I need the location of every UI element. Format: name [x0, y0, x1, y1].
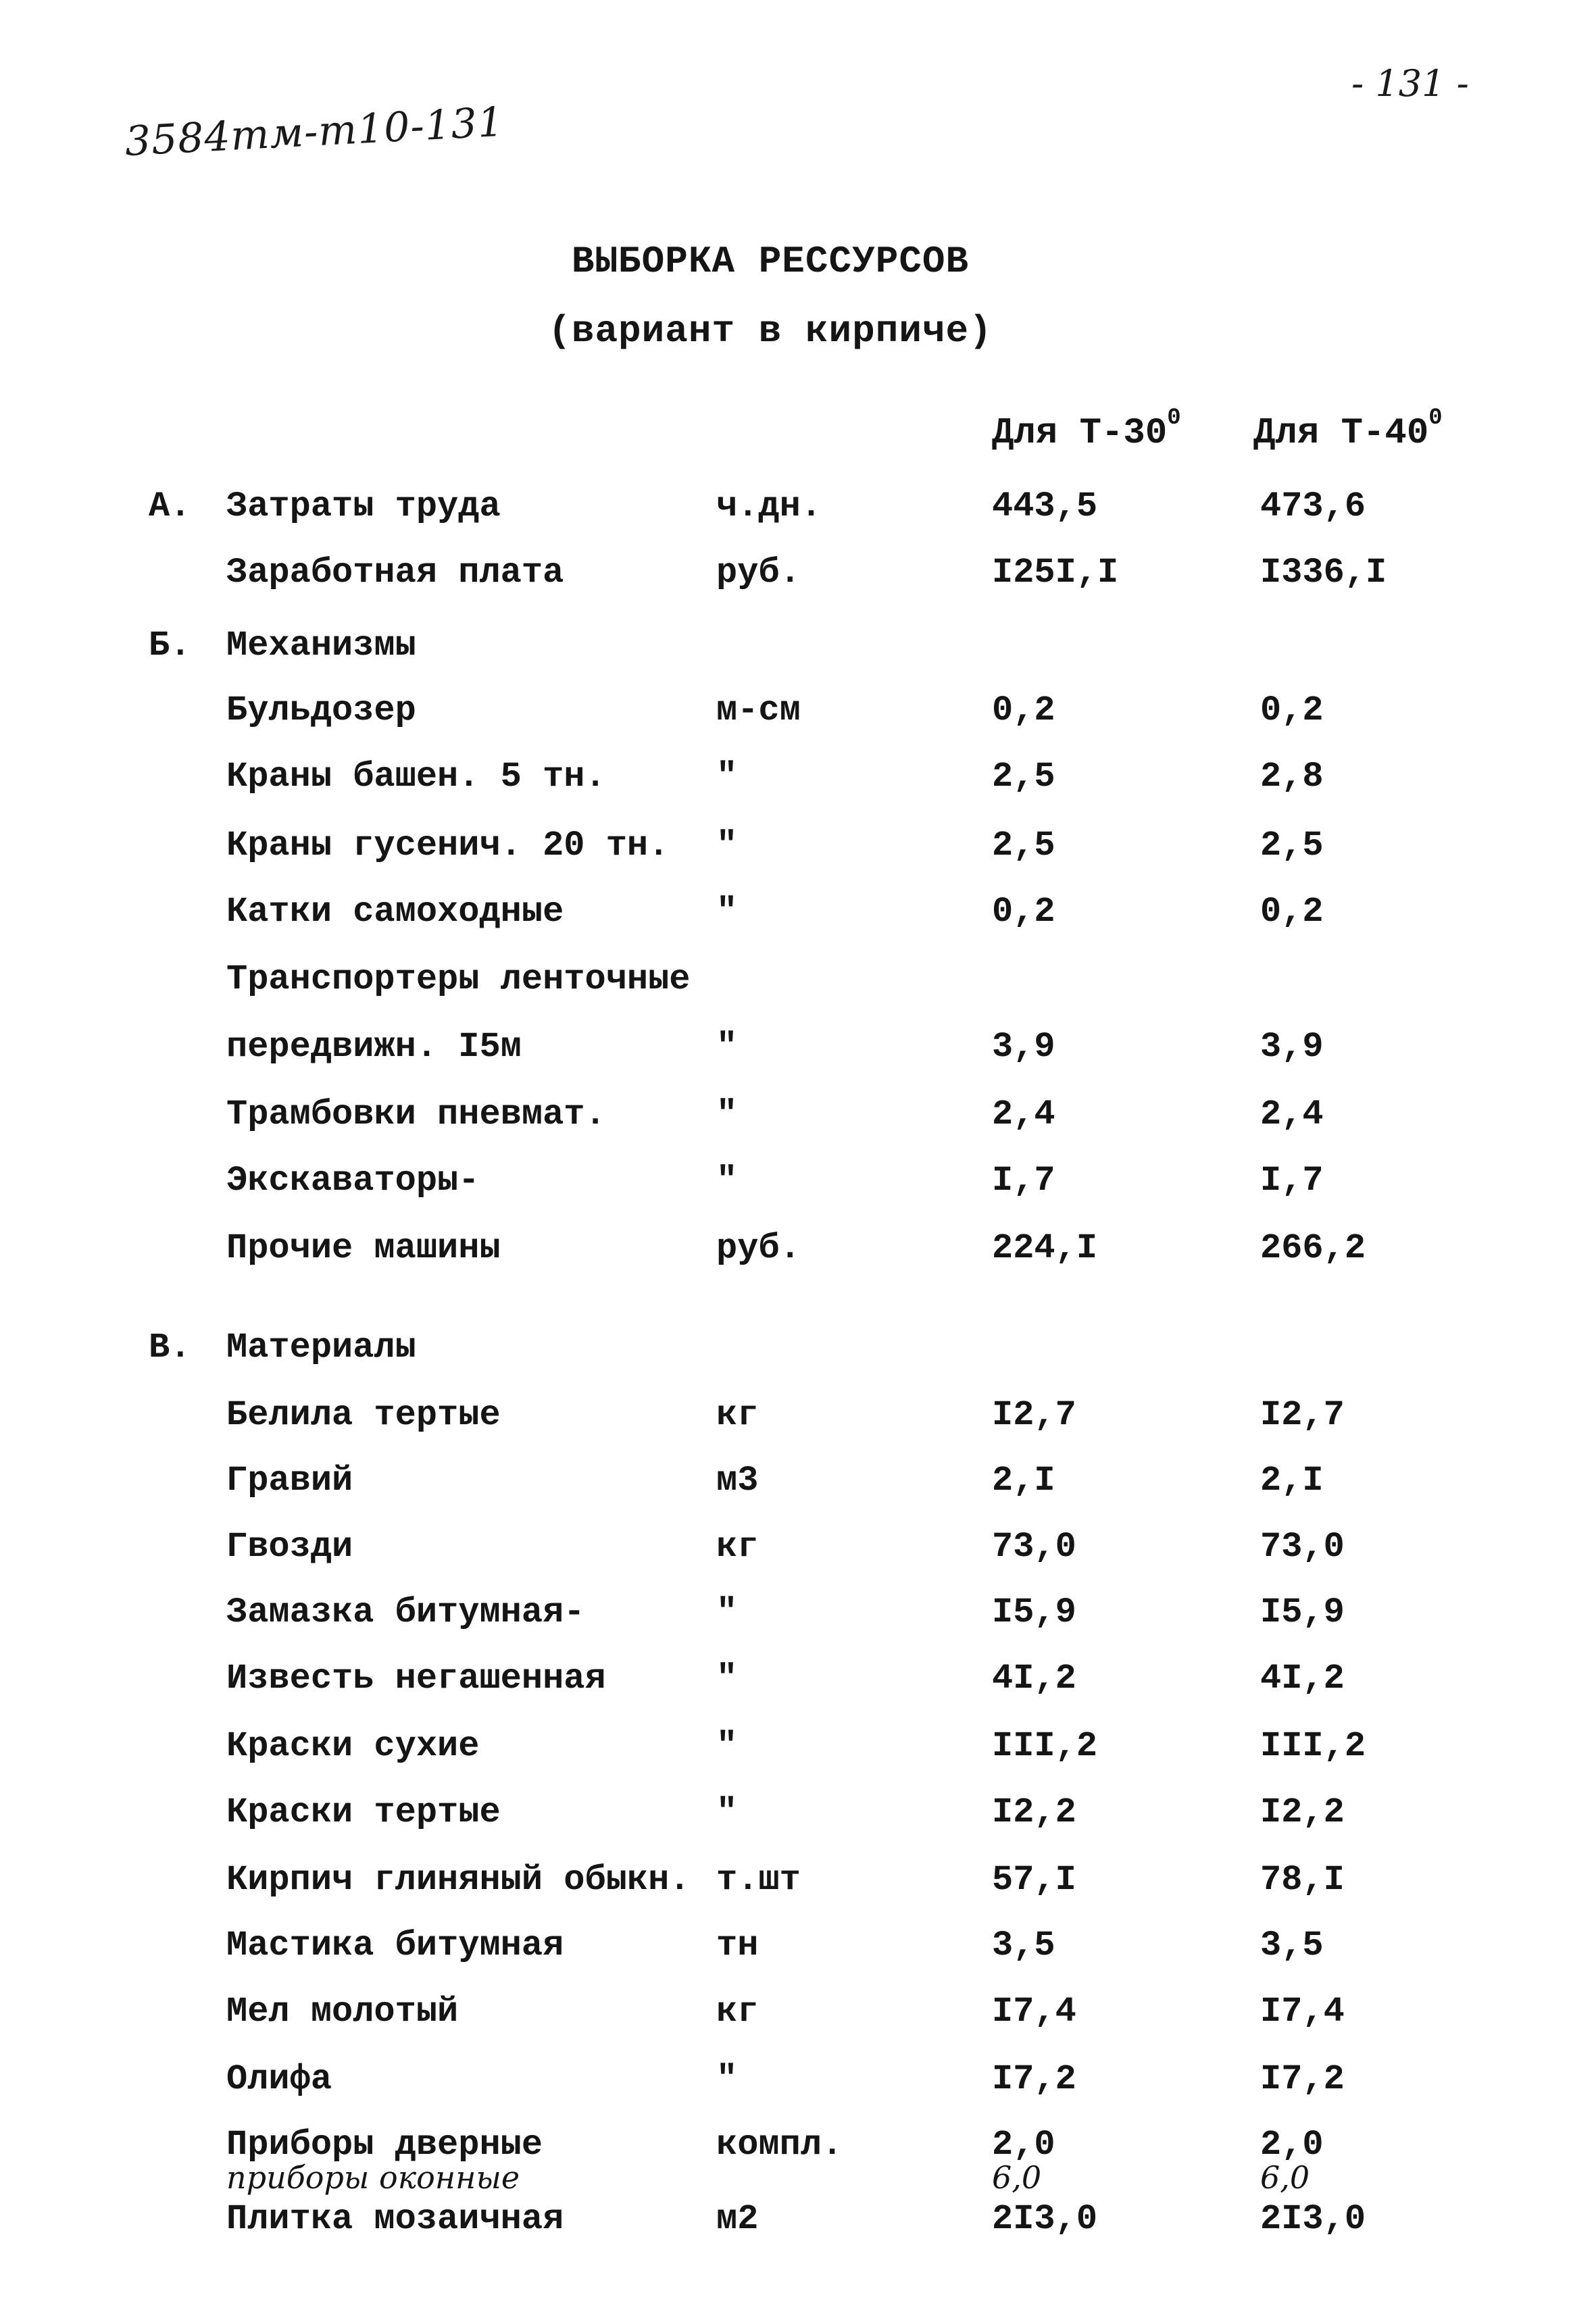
unit-cell: кг [716, 1527, 759, 1567]
table-row [0, 1088, 1596, 1142]
value-t40: I7,2 [1260, 2059, 1345, 2099]
section-label: Б. [149, 626, 191, 665]
value-t30: I7,4 [992, 1992, 1076, 2032]
table-row [0, 1454, 1596, 1508]
value-t30: 57,I [992, 1860, 1076, 1900]
resource-name: Экскаваторы- [226, 1161, 480, 1201]
value-t40: 2,0 [1260, 2125, 1324, 2165]
document-subtitle: (вариант в кирпиче) [548, 309, 993, 353]
column-header-t30-degree: 0 [1167, 405, 1181, 431]
resource-name: Краны гусенич. 20 тн. [226, 826, 670, 865]
value-t30: 6,0 [992, 2159, 1042, 2196]
unit-cell: " [716, 826, 738, 865]
table-row [0, 1719, 1596, 1774]
table-row [0, 2192, 1596, 2246]
table-row [0, 1919, 1596, 1973]
unit-cell: " [716, 1095, 738, 1134]
unit-cell: тн [716, 1926, 759, 1965]
value-t40: I5,9 [1260, 1592, 1345, 1632]
table-row [0, 819, 1596, 873]
table-row [0, 2161, 1596, 2194]
value-t30: 0,2 [992, 892, 1055, 932]
value-t30: I,7 [992, 1161, 1055, 1201]
value-t30: 443,5 [992, 486, 1098, 526]
table-row [0, 1586, 1596, 1640]
value-t40: 0,2 [1260, 892, 1324, 932]
resource-name: Краски сухие [226, 1726, 480, 1766]
value-t30: I5,9 [992, 1592, 1076, 1632]
value-t30: 2,5 [992, 757, 1055, 797]
value-t30: 3,9 [992, 1027, 1055, 1067]
table-row [0, 480, 1596, 534]
value-t30: I2,2 [992, 1792, 1076, 1832]
table-row [0, 619, 1596, 673]
value-t40: 2,5 [1260, 826, 1324, 865]
table-row [0, 1985, 1596, 2039]
unit-cell: ч.дн. [716, 486, 822, 526]
unit-cell: " [716, 1792, 738, 1832]
resource-name: Механизмы [226, 626, 416, 665]
document-code: 3584тм-т10-131 [124, 98, 505, 166]
unit-cell: " [716, 1592, 738, 1632]
value-t30: 2,0 [992, 2125, 1055, 2165]
value-t30: I2,7 [992, 1395, 1076, 1435]
value-t40: 3,5 [1260, 1926, 1324, 1965]
value-t40: I2,2 [1260, 1792, 1345, 1832]
table-row [0, 2053, 1596, 2107]
resource-name: приборы оконные [226, 2159, 520, 2196]
table-row [0, 1222, 1596, 1276]
table-row [0, 1388, 1596, 1442]
value-t40: I7,4 [1260, 1992, 1345, 2032]
unit-cell: м3 [716, 1461, 759, 1501]
value-t40: 2,I [1260, 1461, 1324, 1501]
value-t40: 473,6 [1260, 486, 1366, 526]
resource-name: Бульдозер [226, 690, 416, 730]
value-t40: 3,9 [1260, 1027, 1324, 1067]
table-row [0, 885, 1596, 939]
unit-cell: " [716, 1027, 738, 1067]
table-row [0, 1853, 1596, 1907]
resource-name: Известь негашенная [226, 1659, 606, 1699]
unit-cell: компл. [716, 2125, 843, 2165]
table-row [0, 1020, 1596, 1074]
unit-cell: " [716, 1161, 738, 1201]
column-header-t40 [1253, 405, 1443, 454]
resource-name: Кирпич глиняный обыкн. [226, 1860, 691, 1900]
table-row [0, 953, 1596, 1007]
value-t40: I336,I [1260, 553, 1387, 593]
value-t40: 2I3,0 [1260, 2199, 1366, 2239]
value-t30: 2,5 [992, 826, 1055, 865]
resource-name: Затраты труда [226, 486, 501, 526]
unit-cell: " [716, 1726, 738, 1766]
page-number: - 131 - [1351, 62, 1469, 105]
value-t40: 2,4 [1260, 1095, 1324, 1134]
table-row [0, 1520, 1596, 1574]
section-label: А. [149, 486, 191, 526]
table-row [0, 750, 1596, 804]
unit-cell: м-см [716, 690, 801, 730]
value-t30: 0,2 [992, 690, 1055, 730]
value-t40: 6,0 [1260, 2159, 1310, 2196]
value-t30: 224,I [992, 1228, 1098, 1268]
unit-cell: м2 [716, 2199, 759, 2239]
column-header-t30-label: Для Т-30 [992, 413, 1168, 454]
column-header-t40-label: Для Т-40 [1253, 413, 1429, 454]
unit-cell: кг [716, 1395, 759, 1435]
column-header-t40-degree: 0 [1428, 405, 1443, 431]
resource-name: Прочие машины [226, 1228, 501, 1268]
value-t30: 73,0 [992, 1527, 1076, 1567]
table-row [0, 684, 1596, 738]
value-t30: 2I3,0 [992, 2199, 1098, 2239]
resource-name: Мел молотый [226, 1992, 459, 2032]
value-t30: 2,I [992, 1461, 1055, 1501]
resource-name: Приборы дверные [226, 2125, 543, 2165]
resource-name: Краски тертые [226, 1792, 501, 1832]
unit-cell: " [716, 892, 738, 932]
value-t30: 2,4 [992, 1095, 1055, 1134]
table-row [0, 1786, 1596, 1840]
unit-cell: руб. [716, 1228, 801, 1268]
resource-name: Трамбовки пневмат. [226, 1095, 606, 1134]
value-t40: 0,2 [1260, 690, 1324, 730]
value-t30: III,2 [992, 1726, 1098, 1766]
value-t40: 266,2 [1260, 1228, 1366, 1268]
resource-name: передвижн. I5м [226, 1027, 522, 1067]
resource-name: Транспортеры ленточные [226, 959, 691, 999]
section-label: В. [149, 1328, 191, 1367]
resource-name: Олифа [226, 2059, 332, 2099]
value-t40: I,7 [1260, 1161, 1324, 1201]
unit-cell: кг [716, 1992, 759, 2032]
resource-name: Замазка битумная- [226, 1592, 585, 1632]
value-t40: 4I,2 [1260, 1659, 1345, 1699]
resource-name: Гравий [226, 1461, 353, 1501]
unit-cell: т.шт [716, 1860, 801, 1900]
value-t40: 78,I [1260, 1860, 1345, 1900]
value-t40: III,2 [1260, 1726, 1366, 1766]
resource-name: Материалы [226, 1328, 416, 1367]
document-title: ВЫБОРКА РЕССУРСОВ [571, 240, 970, 283]
resource-name: Гвозди [226, 1527, 353, 1567]
value-t40: 2,8 [1260, 757, 1324, 797]
resource-name: Мастика битумная [226, 1926, 564, 1965]
value-t30: I25I,I [992, 553, 1119, 593]
unit-cell: " [716, 757, 738, 797]
value-t30: 3,5 [992, 1926, 1055, 1965]
resource-name: Заработная плата [226, 553, 564, 593]
table-row [0, 1652, 1596, 1706]
resource-name: Плитка мозаичная [226, 2199, 564, 2239]
unit-cell: руб. [716, 553, 801, 593]
table-row [0, 546, 1596, 600]
resource-name: Катки самоходные [226, 892, 564, 932]
column-header-t30 [992, 405, 1181, 454]
value-t40: I2,7 [1260, 1395, 1345, 1435]
resource-name: Краны башен. 5 тн. [226, 757, 606, 797]
value-t30: 4I,2 [992, 1659, 1076, 1699]
table-row [0, 1154, 1596, 1208]
table-row [0, 1321, 1596, 1375]
value-t30: I7,2 [992, 2059, 1076, 2099]
value-t40: 73,0 [1260, 1527, 1345, 1567]
unit-cell: " [716, 1659, 738, 1699]
resource-name: Белила тертые [226, 1395, 501, 1435]
unit-cell: " [716, 2059, 738, 2099]
